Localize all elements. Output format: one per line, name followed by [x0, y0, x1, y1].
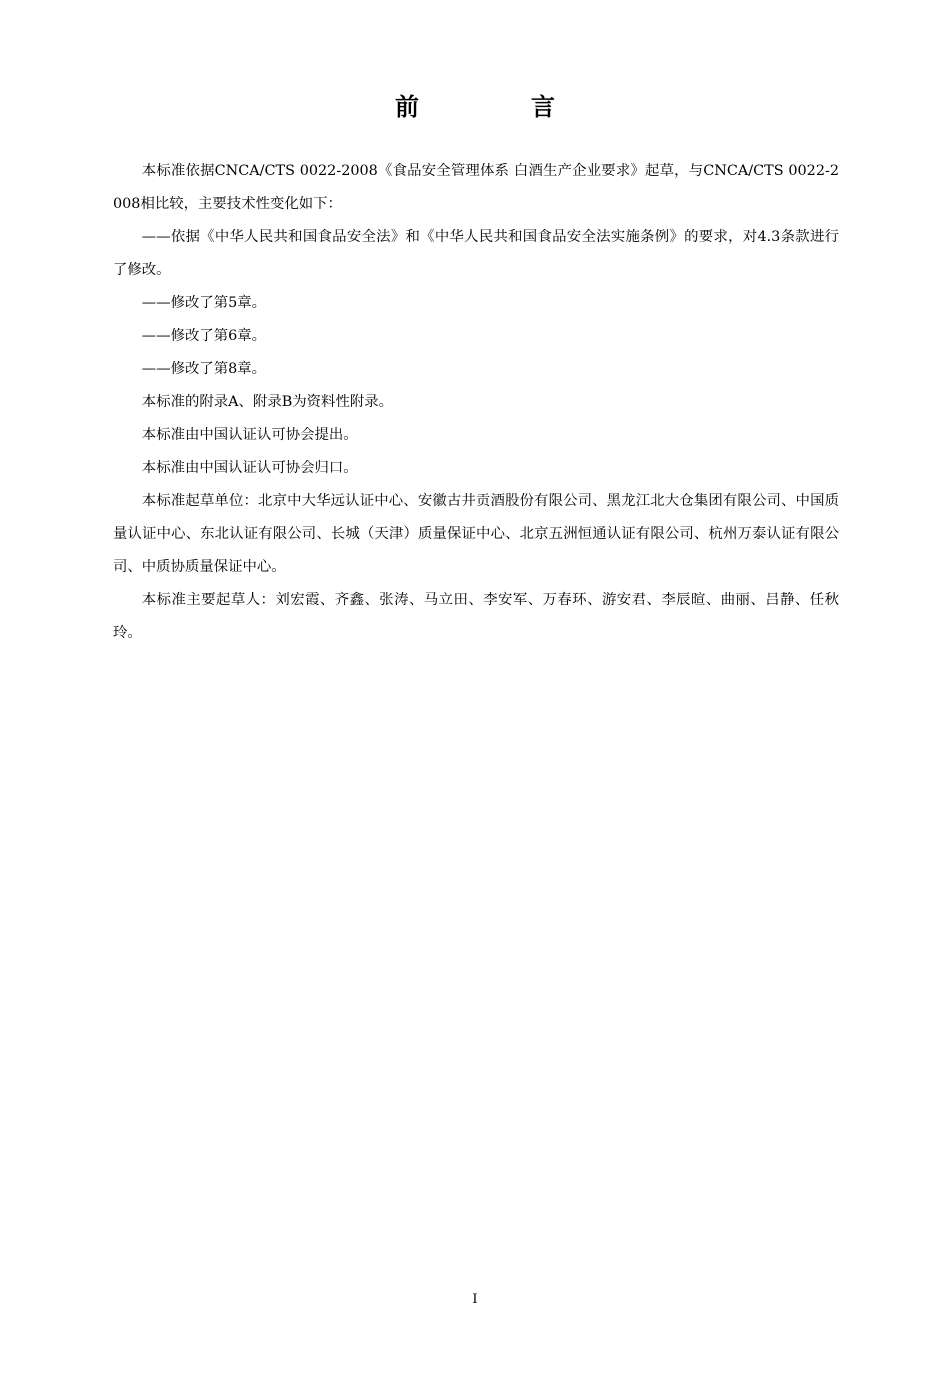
paragraph-managed-by: 本标准由中国认证认可协会归口。	[141, 460, 358, 476]
paragraph-change-ch5: ——修改了第5章。	[141, 295, 267, 311]
paragraph-appendices: 本标准的附录A、附录B为资料性附录。	[141, 394, 394, 410]
paragraph-change-4-3: ——依据《中华人民共和国食品安全法》和《中华人民共和国食品安全法实施条例》的要求，对4.3条款进行了修改。	[113, 229, 839, 278]
paragraph-basis: 本标准依据CNCA/CTS 0022-2008《食品安全管理体系 白酒生产企业要求》起草，与CNCA/CTS 0022-2008相比较，主要技术性变化如下：	[113, 163, 839, 212]
paragraph-change-ch8: ——修改了第8章。	[141, 361, 267, 377]
paragraph-change-ch6: ——修改了第6章。	[141, 328, 267, 344]
paragraph-drafters: 本标准主要起草人：刘宏霞、齐鑫、张涛、马立田、李安军、万春环、游安君、李辰暄、曲丽、吕静、任秋玲。	[113, 592, 839, 641]
foreword-body	[113, 155, 839, 650]
page-number: I	[472, 1292, 478, 1307]
paragraph-proposed-by: 本标准由中国认证认可协会提出。	[141, 427, 358, 443]
page-title: 前 言	[395, 93, 599, 121]
paragraph-drafting-units: 本标准起草单位：北京中大华远认证中心、安徽古井贡酒股份有限公司、黑龙江北大仓集团有限公司、中国质量认证中心、东北认证有限公司、长城（天津）质量保证中心、北京五洲恒通认证有限公司、杭州万泰认证有限公司、中质协质量保证中心。	[113, 493, 839, 575]
